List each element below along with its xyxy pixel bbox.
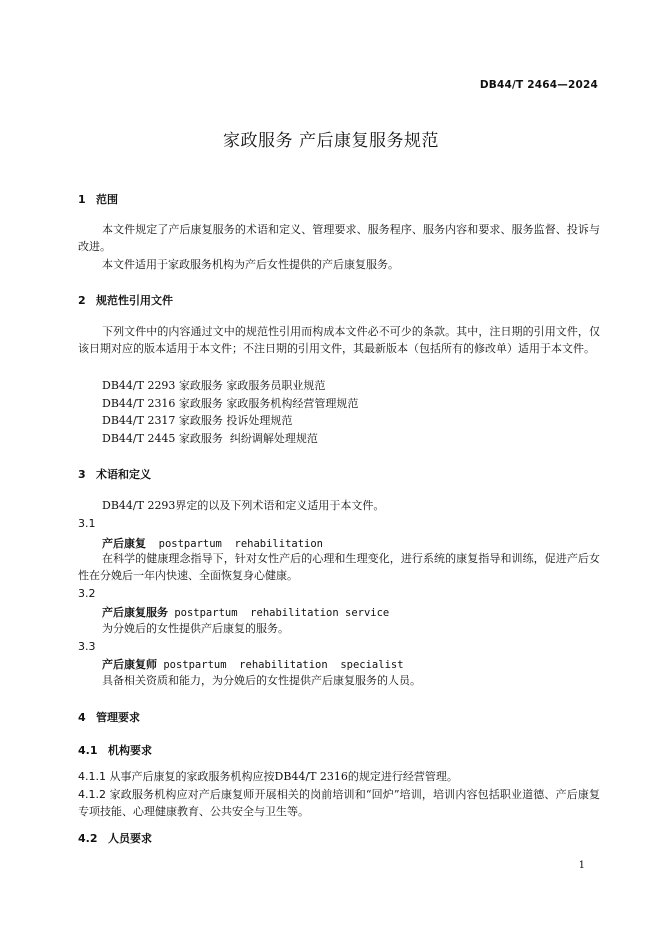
subsection-number: 4.1 <box>78 744 98 757</box>
subsection-4-1-heading <box>78 742 152 758</box>
section-number: 2 <box>78 294 86 307</box>
clause-4-1-1 <box>78 768 600 785</box>
term-number: 3.1 <box>78 517 96 530</box>
term-chinese: 产后康复 <box>102 537 146 550</box>
section-number: 1 <box>78 193 86 206</box>
term-definition: 在科学的健康理念指导下，针对女性产后的心理和生理变化，进行系统的康复指导和训练，促进产后女性在分娩后一年内快速、全面恢复身心健康。 <box>78 552 600 583</box>
section-3-heading <box>78 466 151 482</box>
term-definition: 具备相关资质和能力，为分娩后的女性提供产后康复服务的人员。 <box>102 674 421 687</box>
term-number: 3.2 <box>78 587 96 600</box>
subsection-title: 人员要求 <box>108 832 152 845</box>
page-number: 1 <box>578 860 585 871</box>
subsection-4-2-heading <box>78 830 152 846</box>
section-4-heading <box>78 709 140 725</box>
section-title: 术语和定义 <box>96 468 151 481</box>
section-2-heading <box>78 292 173 308</box>
term-heading <box>102 535 323 551</box>
section-title: 规范性引用文件 <box>96 294 173 307</box>
section-title: 范围 <box>96 193 118 206</box>
term-chinese: 产后康复师 <box>102 658 157 671</box>
clause-text: 家政服务机构应对产后康复师开展相关的岗前培训和“回炉”培训，培训内容包括职业道德、产后康复专项技能、心理健康教育、公共安全与卫生等。 <box>78 788 600 819</box>
section-title: 管理要求 <box>96 711 140 724</box>
scope-paragraph-1: 本文件规定了产后康复服务的术语和定义、管理要求、服务程序、服务内容和要求、服务监督、投诉与改进。 <box>78 223 600 254</box>
scope-paragraph-2: 本文件适用于家政服务机构为产后女性提供的产后康复服务。 <box>102 258 399 271</box>
subsection-title: 机构要求 <box>108 744 152 757</box>
clause-number: 4.1.2 <box>78 788 106 801</box>
term-definition: 为分娩后的女性提供产后康复的服务。 <box>102 622 289 635</box>
section-number: 3 <box>78 468 86 481</box>
term-english: postpartum rehabilitation specialist <box>157 659 404 671</box>
reference-item: DB44/T 2317 家政服务 投诉处理规范 <box>102 414 293 427</box>
clause-4-1-2 <box>78 786 600 821</box>
term-chinese: 产后康复服务 <box>102 606 168 619</box>
section-number: 4 <box>78 711 86 724</box>
term-heading <box>102 656 404 672</box>
clause-number: 4.1.1 <box>78 770 106 783</box>
reference-item: DB44/T 2293 家政服务 家政服务员职业规范 <box>102 379 326 392</box>
standard-code: DB44/T 2464—2024 <box>479 79 598 91</box>
term-number: 3.3 <box>78 640 96 653</box>
subsection-number: 4.2 <box>78 832 98 845</box>
reference-item: DB44/T 2316 家政服务 家政服务机构经营管理规范 <box>102 397 359 410</box>
terms-intro-paragraph: DB44/T 2293界定的以及下列术语和定义适用于本文件。 <box>102 499 385 512</box>
normative-references-paragraph: 下列文件中的内容通过文中的规范性引用而构成本文件必不可少的条款。其中，注日期的引用文件，仅该日期对应的版本适用于本文件；不注日期的引用文件，其最新版本（包括所有的修改单）适用于本文件。 <box>78 325 600 356</box>
term-english: postpartum rehabilitation service <box>168 607 390 619</box>
section-1-heading <box>78 191 118 207</box>
term-heading <box>102 604 389 620</box>
clause-text: 从事产后康复的家政服务机构应按DB44/T 2316的规定进行经营管理。 <box>106 770 458 783</box>
document-title: 家政服务 产后康复服务规范 <box>223 131 439 151</box>
reference-item: DB44/T 2445 家政服务 纠纷调解处理规范 <box>102 432 318 445</box>
term-english: postpartum rehabilitation <box>146 538 324 550</box>
